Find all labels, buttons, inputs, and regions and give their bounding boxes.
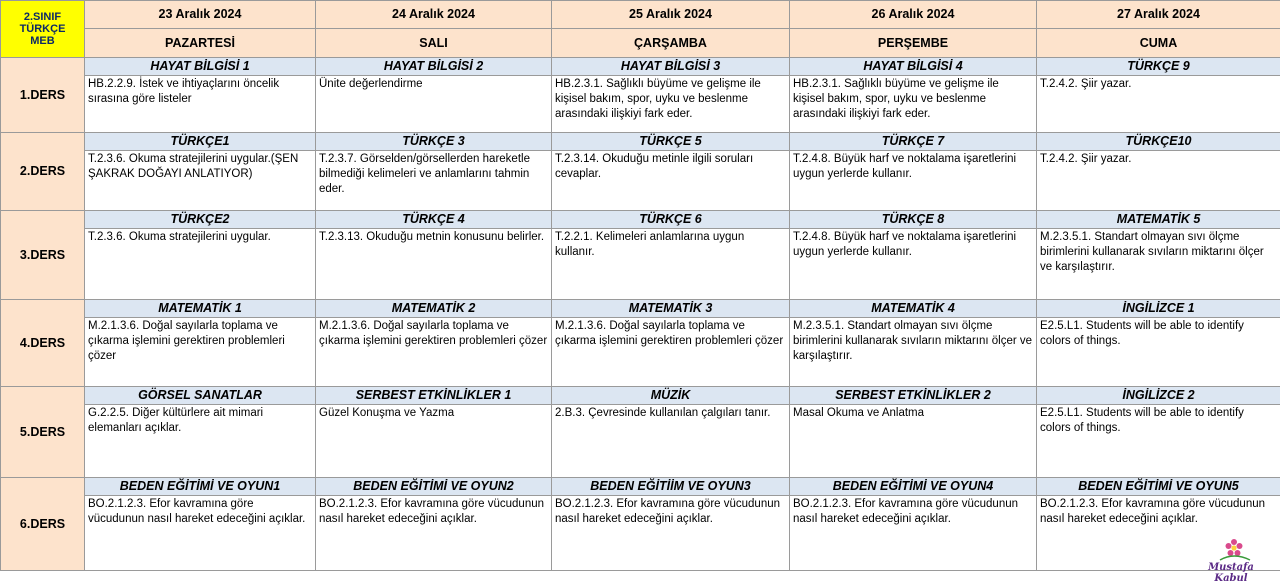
outcome-text: Güzel Konuşma ve Yazma — [316, 405, 552, 478]
outcome-text: HB.2.2.9. İstek ve ihtiyaçlarını öncelik sırasına göre listeler — [85, 76, 316, 133]
date-header: 25 Aralık 2024 — [552, 1, 790, 29]
signature-text: Mustafa Kabul — [1190, 562, 1272, 584]
outcome-text: M.2.1.3.6. Doğal sayılarla toplama ve çıkarma işlemini gerektiren problemleri çözer — [552, 318, 790, 387]
class-info-cell — [1, 1, 85, 58]
lesson-label: 1.DERS — [1, 58, 85, 133]
outcome-text: T.2.3.6. Okuma stratejilerini uygular. — [85, 229, 316, 300]
subject-row — [1, 133, 1280, 151]
outcome-text: Ünite değerlendirme — [316, 76, 552, 133]
lesson-label: 3.DERS — [1, 211, 85, 300]
class-grade: 2.SINIF — [1, 11, 84, 23]
lesson-label: 5.DERS — [1, 387, 85, 478]
subject-title: MATEMATİK 1 — [85, 300, 316, 318]
subject-title: BEDEN EĞİTİMİ VE OYUN1 — [85, 478, 316, 496]
outcome-text: BO.2.1.2.3. Efor kavramına göre vücudunun nasıl hareket edeceğini açıklar. — [85, 496, 316, 571]
description-row — [1, 76, 1280, 133]
subject-title: TÜRKÇE 3 — [316, 133, 552, 151]
signature-logo — [1190, 536, 1270, 580]
date-header: 23 Aralık 2024 — [85, 1, 316, 29]
subject-title: TÜRKÇE 6 — [552, 211, 790, 229]
outcome-text: T.2.4.2. Şiir yazar. — [1037, 151, 1280, 211]
outcome-text: 2.B.3. Çevresinde kullanılan çalgıları tanır. — [552, 405, 790, 478]
lesson-label: 6.DERS — [1, 478, 85, 571]
outcome-text: T.2.2.1. Kelimeleri anlamlarına uygun kullanır. — [552, 229, 790, 300]
outcome-text: T.2.4.8. Büyük harf ve noktalama işaretlerini uygun yerlerde kullanır. — [790, 229, 1037, 300]
description-row — [1, 405, 1280, 478]
description-row — [1, 229, 1280, 300]
date-header: 27 Aralık 2024 — [1037, 1, 1280, 29]
subject-title: BEDEN EĞİTİMİ VE OYUN2 — [316, 478, 552, 496]
outcome-text: T.2.4.2. Şiir yazar. — [1037, 76, 1280, 133]
description-row — [1, 151, 1280, 211]
lesson-label: 4.DERS — [1, 300, 85, 387]
subject-row — [1, 387, 1280, 405]
subject-row — [1, 300, 1280, 318]
subject-title: BEDEN EĞİTİMİ VE OYUN4 — [790, 478, 1037, 496]
subject-title: TÜRKÇE 8 — [790, 211, 1037, 229]
subject-title: BEDEN EĞİTİMİ VE OYUN5 — [1037, 478, 1280, 496]
lesson-label: 2.DERS — [1, 133, 85, 211]
subject-title: İNGİLİZCE 1 — [1037, 300, 1280, 318]
subject-title: TÜRKÇE 4 — [316, 211, 552, 229]
outcome-text: M.2.3.5.1. Standart olmayan sıvı ölçme birimlerini kullanarak sıvıların miktarını ölçer ve karşılaştırır. — [1037, 229, 1280, 300]
subject-row — [1, 211, 1280, 229]
subject-title: HAYAT BİLGİSİ 2 — [316, 58, 552, 76]
subject-title: MATEMATİK 5 — [1037, 211, 1280, 229]
day-row — [1, 29, 1280, 58]
day-header: PERŞEMBE — [790, 29, 1037, 58]
flower-icon — [1190, 536, 1270, 564]
subject-title: MATEMATİK 4 — [790, 300, 1037, 318]
subject-title: TÜRKÇE2 — [85, 211, 316, 229]
outcome-text: BO.2.1.2.3. Efor kavramına göre vücudunun nasıl hareket edeceğini açıklar. — [316, 496, 552, 571]
subject-row — [1, 478, 1280, 496]
subject-title: HAYAT BİLGİSİ 4 — [790, 58, 1037, 76]
subject-title: HAYAT BİLGİSİ 1 — [85, 58, 316, 76]
description-row — [1, 496, 1280, 571]
outcome-text: E2.5.L1. Students will be able to identify colors of things. — [1037, 405, 1280, 478]
subject-title: TÜRKÇE10 — [1037, 133, 1280, 151]
subject-title: SERBEST ETKİNLİKLER 1 — [316, 387, 552, 405]
description-row — [1, 318, 1280, 387]
subject-title: TÜRKÇE 7 — [790, 133, 1037, 151]
day-header: SALI — [316, 29, 552, 58]
outcome-text: T.2.3.7. Görselden/görsellerden hareketle bilmediği kelimeleri ve anlamlarını tahmin eder. — [316, 151, 552, 211]
outcome-text: BO.2.1.2.3. Efor kavramına göre vücudunun nasıl hareket edeceğini açıklar. — [552, 496, 790, 571]
outcome-text: BO.2.1.2.3. Efor kavramına göre vücudunun nasıl hareket edeceğini açıklar. — [790, 496, 1037, 571]
subject-title: İNGİLİZCE 2 — [1037, 387, 1280, 405]
day-header: CUMA — [1037, 29, 1280, 58]
outcome-text: G.2.2.5. Diğer kültürlere ait mimari elemanları açıklar. — [85, 405, 316, 478]
date-row — [1, 1, 1280, 29]
subject-title: TÜRKÇE 5 — [552, 133, 790, 151]
date-header: 26 Aralık 2024 — [790, 1, 1037, 29]
outcome-text: M.2.1.3.6. Doğal sayılarla toplama ve çıkarma işlemini gerektiren problemleri çözer — [85, 318, 316, 387]
day-header: PAZARTESİ — [85, 29, 316, 58]
class-source: MEB — [1, 35, 84, 47]
subject-title: HAYAT BİLGİSİ 3 — [552, 58, 790, 76]
outcome-text: T.2.4.8. Büyük harf ve noktalama işaretlerini uygun yerlerde kullanır. — [790, 151, 1037, 211]
outcome-text: M.2.1.3.6. Doğal sayılarla toplama ve çıkarma işlemini gerektiren problemleri çözer — [316, 318, 552, 387]
subject-title: TÜRKÇE1 — [85, 133, 316, 151]
subject-title: TÜRKÇE 9 — [1037, 58, 1280, 76]
outcome-text: E2.5.L1. Students will be able to identify colors of things. — [1037, 318, 1280, 387]
subject-title: GÖRSEL SANATLAR — [85, 387, 316, 405]
outcome-text: HB.2.3.1. Sağlıklı büyüme ve gelişme ile kişisel bakım, spor, uyku ve beslenme arasındaki ilişkiyi fark eder. — [790, 76, 1037, 133]
subject-row — [1, 58, 1280, 76]
outcome-text: T.2.3.13. Okuduğu metnin konusunu belirler. — [316, 229, 552, 300]
subject-title: MÜZİK — [552, 387, 790, 405]
date-header: 24 Aralık 2024 — [316, 1, 552, 29]
outcome-text: T.2.3.14. Okuduğu metinle ilgili soruları cevaplar. — [552, 151, 790, 211]
subject-title: SERBEST ETKİNLİKLER 2 — [790, 387, 1037, 405]
outcome-text: M.2.3.5.1. Standart olmayan sıvı ölçme birimlerini kullanarak sıvıların miktarını ölçer ve karşılaştırır. — [790, 318, 1037, 387]
class-subject: TÜRKÇE — [1, 23, 84, 35]
outcome-text: T.2.3.6. Okuma stratejilerini uygular.(ŞEN ŞAKRAK DOĞAYI ANLATIYOR) — [85, 151, 316, 211]
outcome-text: BO.2.1.2.3. Efor kavramına göre vücudunun nasıl hareket edeceğini açıklar. — [1037, 496, 1280, 571]
day-header: ÇARŞAMBA — [552, 29, 790, 58]
outcome-text: HB.2.3.1. Sağlıklı büyüme ve gelişme ile kişisel bakım, spor, uyku ve beslenme arasındaki ilişkiyi fark eder. — [552, 76, 790, 133]
subject-title: MATEMATİK 3 — [552, 300, 790, 318]
subject-title: MATEMATİK 2 — [316, 300, 552, 318]
outcome-text: Masal Okuma ve Anlatma — [790, 405, 1037, 478]
subject-title: BEDEN EĞİTİİM VE OYUN3 — [552, 478, 790, 496]
